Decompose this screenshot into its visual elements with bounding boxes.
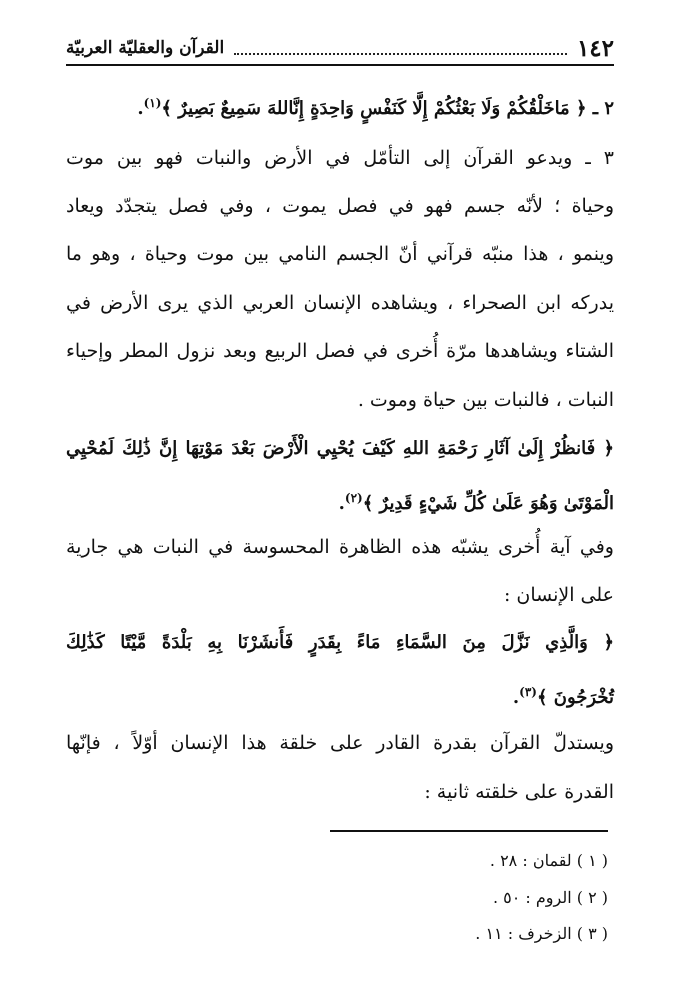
paragraph-4-line-2: على الإنسان : <box>503 584 614 606</box>
footnote-ref: (٢) <box>344 491 363 505</box>
header-dot-leader <box>234 41 567 55</box>
footnote-3: ( ٣ ) الزخرف : ١١ . <box>475 924 608 943</box>
paragraph-3-line-2: وحياة ؛ لأنّه جسم فهو في فصل يموت ، وفي فصل يتجدّد ويعاد <box>66 195 614 217</box>
header-rule <box>66 64 614 66</box>
footnote-ref: (١) <box>143 96 162 110</box>
quran-verse-2-line-2 <box>66 483 614 519</box>
page-number: ١٤٢ <box>576 34 614 62</box>
period: . <box>137 98 144 119</box>
quran-verse-3-line-2 <box>66 677 614 713</box>
paragraph-3-line-3: وينمو ، هذا منبّه قرآني أنّ الجسم النامي بين موت وحياة ، وهو ما <box>66 243 614 265</box>
quran-verse-3-line-1: ﴿ وَالَّذِي نَزَّلَ مِنَ السَّمَاءِ مَاءً بِقَدَرٍ فَأَنشَرْنَا بِهِ بَلْدَةً مَّيْتًا كَذَٰلِكَ <box>66 632 614 653</box>
paragraph-5-line-2: القدرة على خلقته ثانية : <box>424 781 614 803</box>
quran-verse-text: تُخْرَجُونَ ﴾ <box>536 687 614 708</box>
period: . <box>338 493 345 514</box>
paragraph-3-line-1: ٣ ـ ويدعو القرآن إلى التأمّل في الأرض والنبات فهو بين موت <box>66 147 614 169</box>
paragraph-5-line-1: ويستدلّ القرآن بقدرة القادر على خلقة هذا الإنسان أوّلاً ، فإنّها <box>66 732 614 754</box>
quran-verse-text: ٢ ـ ﴿ مَاخَلْقُكُمْ وَلَا بَعْثُكُمْ إِلَّا كَنَفْسٍ وَاحِدَةٍ إِنَّاللهَ سَمِيعٌ بَصِيرٌ ﴾ <box>161 98 614 119</box>
period: . <box>512 687 520 708</box>
quran-verse-item-2 <box>66 88 614 124</box>
paragraph-3-line-6: النبات ، فالنبات بين حياة وموت . <box>357 389 614 411</box>
book-title: القرآن والعقليّة العربيّة <box>66 38 225 58</box>
page-header <box>66 34 614 62</box>
quran-verse-text: الْمَوْتَىٰ وَهُوَ عَلَىٰ كُلِّ شَيْءٍ قَدِيرٌ ﴾ <box>362 493 614 514</box>
footnote-ref: (٣) <box>519 685 537 699</box>
paragraph-3-line-4: يدركه ابن الصحراء ، ويشاهده الإنسان العربي الذي يرى الأرض في <box>66 292 614 314</box>
paragraph-3-line-5: الشتاء ويشاهدها مرّة أُخرى في فصل الربيع وبعد نزول المطر وإحياء <box>66 340 614 362</box>
footnote-separator <box>330 830 608 832</box>
footnote-2: ( ٢ ) الروم : ٥٠ . <box>492 888 608 907</box>
paragraph-4-line-1: وفي آية أُخرى يشبّه هذه الظاهرة المحسوسة في النبات هي جارية <box>66 536 614 558</box>
quran-verse-2-line-1: ﴿ فَانظُرْ إِلَىٰ آثَارِ رَحْمَةِ اللهِ كَيْفَ يُحْيِي الْأَرْضَ بَعْدَ مَوْتِهَا إِنَّ ذَٰلِكَ لَمُحْيِي <box>66 438 614 459</box>
footnote-1: ( ١ ) لقمان : ٢٨ . <box>489 851 608 870</box>
